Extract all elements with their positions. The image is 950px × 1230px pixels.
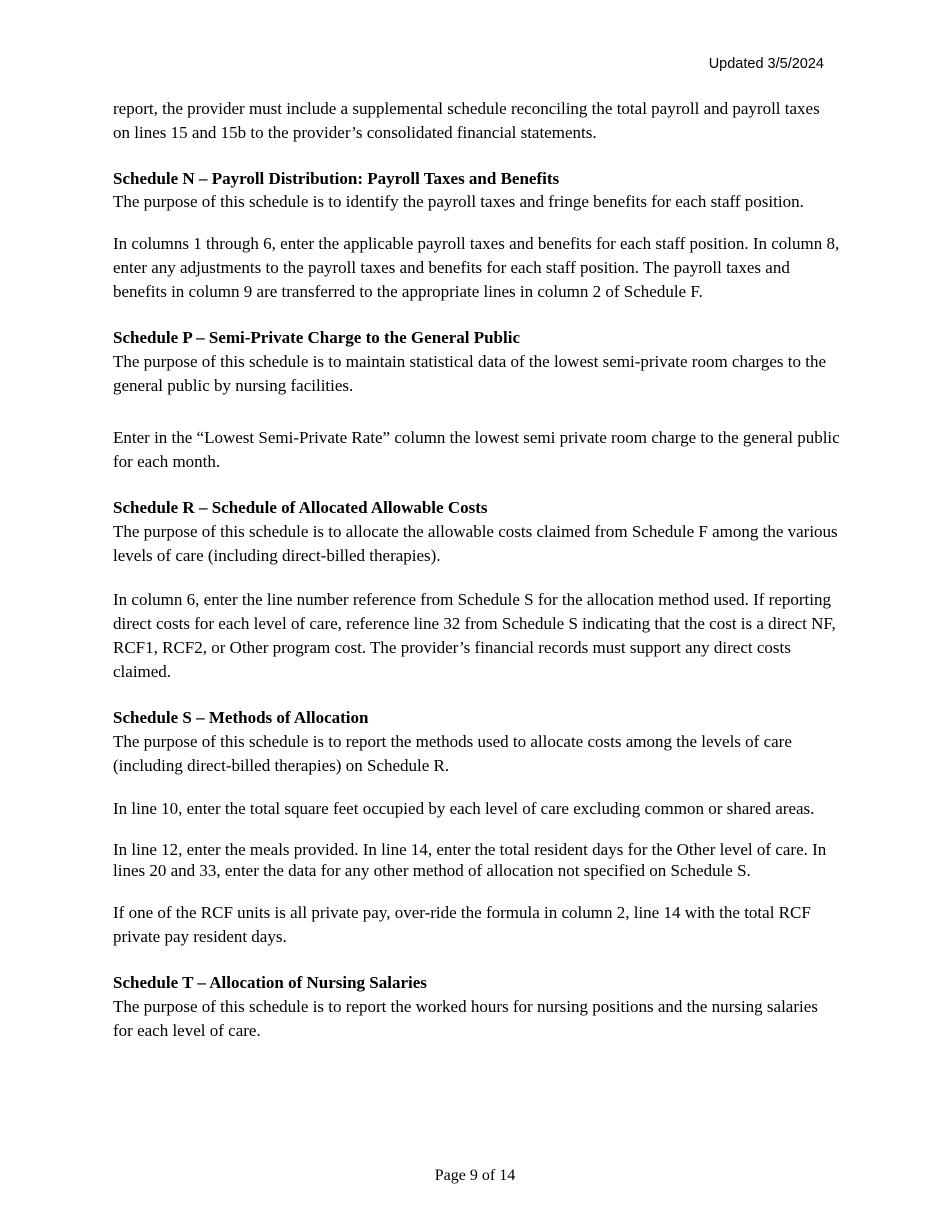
lead-paragraph: report, the provider must include a supplemental schedule reconciling the total payroll and payroll taxes on lines 15 and 15b to the provider’s consolidated financial statements. — [113, 99, 820, 142]
paragraph: The purpose of this schedule is to report the worked hours for nursing positions and the nursing salaries for each level of care. — [113, 997, 818, 1040]
paragraph: In line 12, enter the meals provided. In line 14, enter the total resident days for the Other level of care. In lines 20 and 33, enter the data for any other method of allocation not specified on Schedule S. — [113, 840, 827, 880]
paragraph: In column 6, enter the line number reference from Schedule S for the allocation method used. If reporting direct costs for each level of care, reference line 32 from Schedule S indicating that the cost is a direct NF, RCF1, RCF2, or Other program cost. The provider’s financial records must support any direct costs claimed. — [113, 590, 836, 681]
paragraph: In columns 1 through 6, enter the applicable payroll taxes and benefits for each staff position. In column 8, enter any adjustments to the payroll taxes and benefits for each staff position. The payroll taxes and benefits in column 9 are transferred to the appropriate lines in column 2 of Schedule F. — [113, 234, 840, 301]
paragraph: The purpose of this schedule is to report the methods used to allocate costs among the levels of care (including direct-billed therapies) on Schedule R. — [113, 732, 792, 775]
section-schedule-r — [113, 496, 840, 684]
section-heading: Schedule T – Allocation of Nursing Salaries — [113, 973, 427, 992]
paragraph: In line 10, enter the total square feet occupied by each level of care excluding common or shared areas. — [113, 799, 815, 818]
paragraph: The purpose of this schedule is to allocate the allowable costs claimed from Schedule F among the various levels of care (including direct-billed therapies). — [113, 522, 838, 565]
section-schedule-p — [113, 326, 840, 474]
page-number: Page 9 of 14 — [434, 1167, 516, 1184]
paragraph: If one of the RCF units is all private pay, over-ride the formula in column 2, line 14 with the total RCF private pay resident days. — [113, 903, 811, 946]
updated-date: Updated 3/5/2024 — [708, 56, 824, 72]
section-heading: Schedule N – Payroll Distribution: Payroll Taxes and Benefits — [113, 169, 560, 188]
section-heading: Schedule P – Semi-Private Charge to the General Public — [113, 328, 520, 347]
paragraph: Enter in the “Lowest Semi-Private Rate” column the lowest semi private room charge to the general public for each month. — [113, 428, 840, 471]
section-schedule-s — [113, 706, 840, 949]
section-schedule-n — [113, 167, 840, 304]
paragraph: The purpose of this schedule is to identify the payroll taxes and fringe benefits for each staff position. — [113, 192, 804, 211]
document-body — [113, 97, 840, 1065]
section-heading: Schedule R – Schedule of Allocated Allowable Costs — [113, 498, 488, 517]
section-schedule-t — [113, 971, 840, 1043]
paragraph: The purpose of this schedule is to maintain statistical data of the lowest semi-private room charges to the general public by nursing facilities. — [113, 352, 827, 395]
section-heading: Schedule S – Methods of Allocation — [113, 708, 369, 727]
